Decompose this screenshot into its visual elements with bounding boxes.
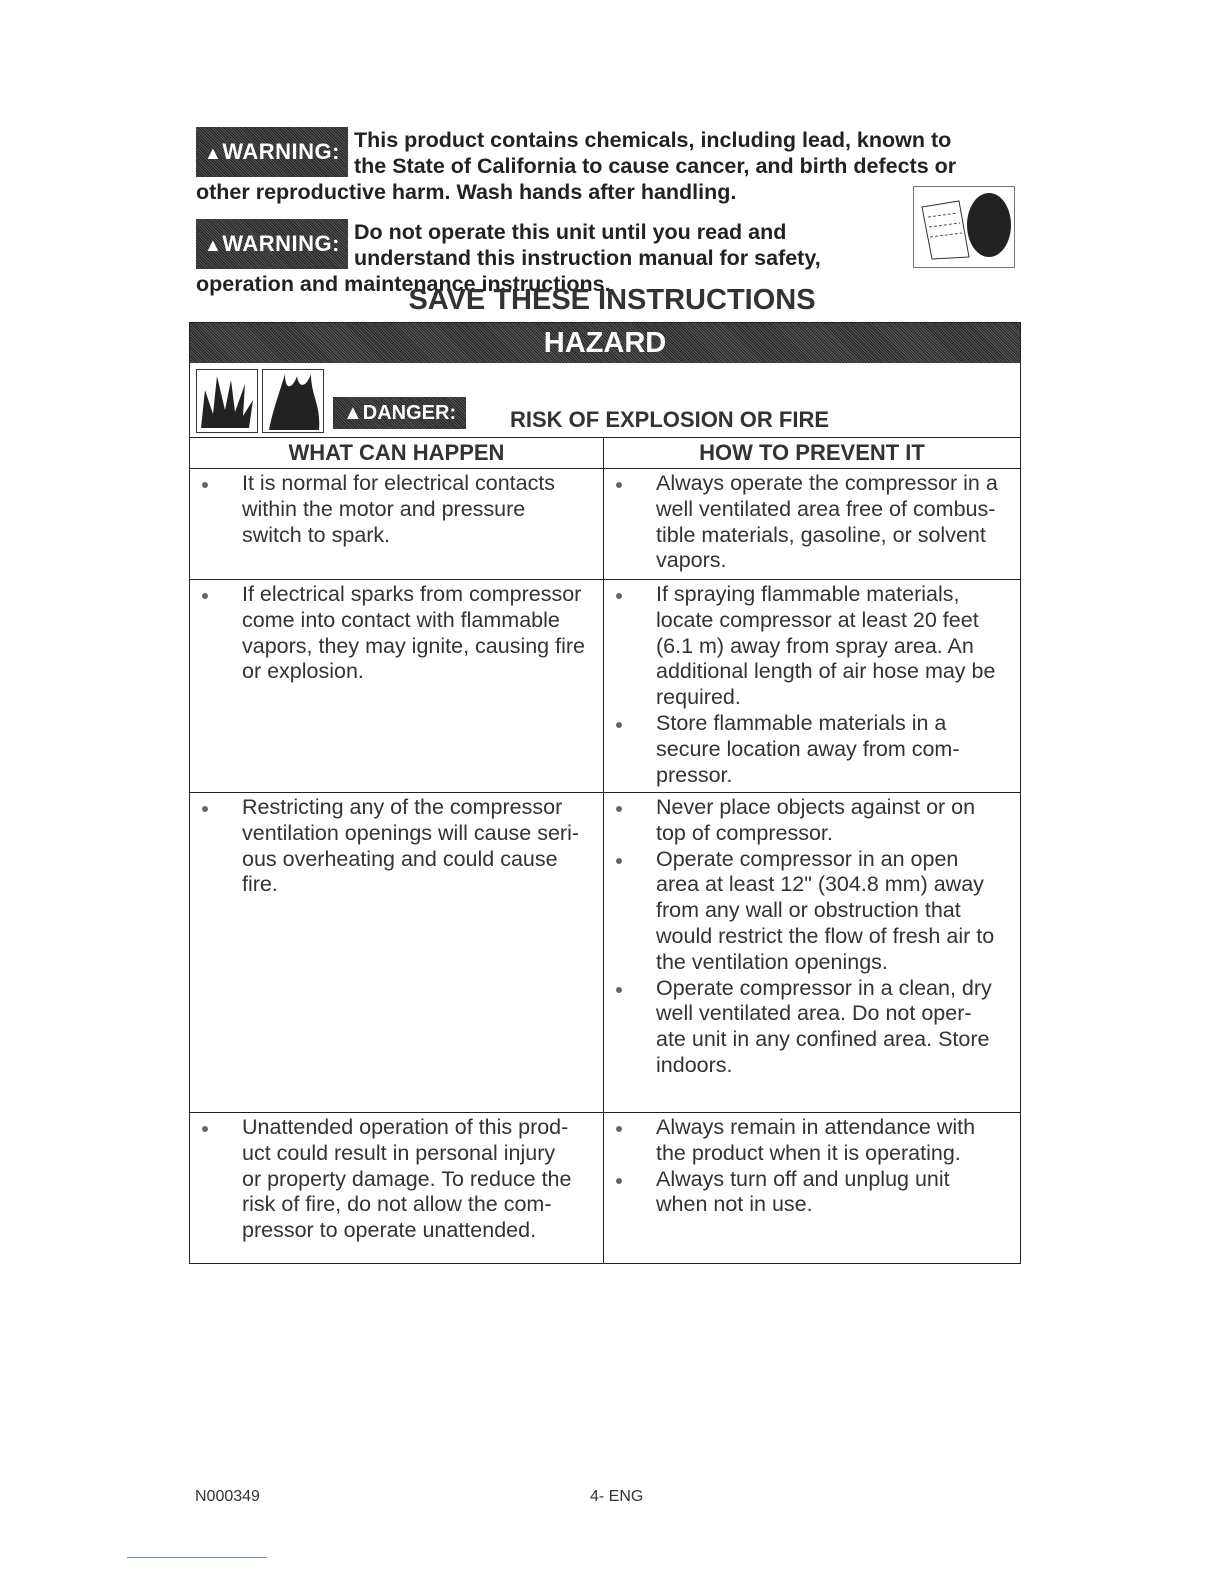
danger-badge [333,397,466,429]
what-can-happen-cell [190,469,604,580]
table-row [190,580,1020,793]
fire-icon [262,369,324,433]
warning-triangle-icon: ▲ [343,402,363,424]
bullet-item: Unattended operation of this prod- uct could result in personal injury or property damage. To reduce the risk of fire, do not allow the com- pressor to operate unattended. [190,1115,603,1244]
col-what-can-happen: WHAT CAN HAPPEN [190,438,604,469]
bullet-item: Restricting any of the compressor ventilation openings will cause seri- ous overheating and could cause fire. [190,795,603,898]
table-row [190,469,1020,580]
hazard-box [189,322,1021,1264]
page-number: 4- ENG [590,1488,644,1505]
warning-triangle-icon: ▲ [204,235,223,255]
bullet-item: Always turn off and unplug unit when not in use. [604,1167,1020,1219]
what-can-happen-cell [190,793,604,1113]
how-to-prevent-cell [604,469,1021,580]
hazard-header: HAZARD [190,323,1020,363]
warning-triangle-icon: ▲ [204,143,223,163]
table-row [190,793,1020,1113]
hazard-table [190,438,1020,1263]
how-to-prevent-cell [604,580,1021,793]
bullet-item: Always operate the compressor in a well ventilated area free of combus- tible materials, gasoline, or solvent vapors. [604,471,1020,574]
bullet-item: If electrical sparks from compressor come into contact with flammable vapors, they may ignite, causing fire or explosion. [190,582,603,685]
warning-badge-label: WARNING: [222,139,340,164]
bullet-item: Always remain in attendance with the product when it is operating. [604,1115,1020,1167]
warning-text: This product contains chemicals, including lead, known to the State of California to cause cancer, and birth defects or other reproductive harm. Wash hands after handling. [196,128,957,204]
col-how-to-prevent: HOW TO PREVENT IT [604,438,1021,469]
how-to-prevent-cell [604,793,1021,1113]
bullet-item: Store flammable materials in a secure location away from com- pressor. [604,711,1020,788]
warning-badge-label: WARNING: [222,231,340,256]
warning-read-manual [196,193,896,297]
divider [127,1557,267,1558]
bullet-item: Operate compressor in an open area at least 12" (304.8 mm) away from any wall or obstruction that would restrict the flow of fresh air to the ventilation openings. [604,847,1020,976]
warning-badge [196,219,348,269]
warning-prop65 [196,101,1016,205]
explosion-icon [196,369,258,433]
bullet-item: Operate compressor in a clean, dry well ventilated area. Do not oper- ate unit in any confined area. Store indoors. [604,976,1020,1079]
danger-badge-label: DANGER: [362,402,457,424]
danger-row [190,363,1020,438]
what-can-happen-cell [190,580,604,793]
warning-badge [196,127,348,177]
bullet-item: If spraying flammable materials, locate compressor at least 20 feet (6.1 m) away from spray area. An additional length of air hose may be required. [604,582,1020,711]
bullet-item: It is normal for electrical contacts within the motor and pressure switch to spark. [190,471,603,548]
how-to-prevent-cell [604,1113,1021,1263]
bullet-item: Never place objects against or on top of compressor. [604,795,1020,847]
table-row [190,1113,1020,1263]
save-instructions-title: SAVE THESE INSTRUCTIONS [408,284,816,316]
document-code: N000349 [195,1488,260,1505]
what-can-happen-cell [190,1113,604,1263]
risk-title: RISK OF EXPLOSION OR FIRE [510,407,830,432]
warning-text: Do not operate this unit until you read and understand this instruction manual for safety, operation and maintenance instructions. [196,220,821,296]
read-manual-icon [913,186,1015,268]
